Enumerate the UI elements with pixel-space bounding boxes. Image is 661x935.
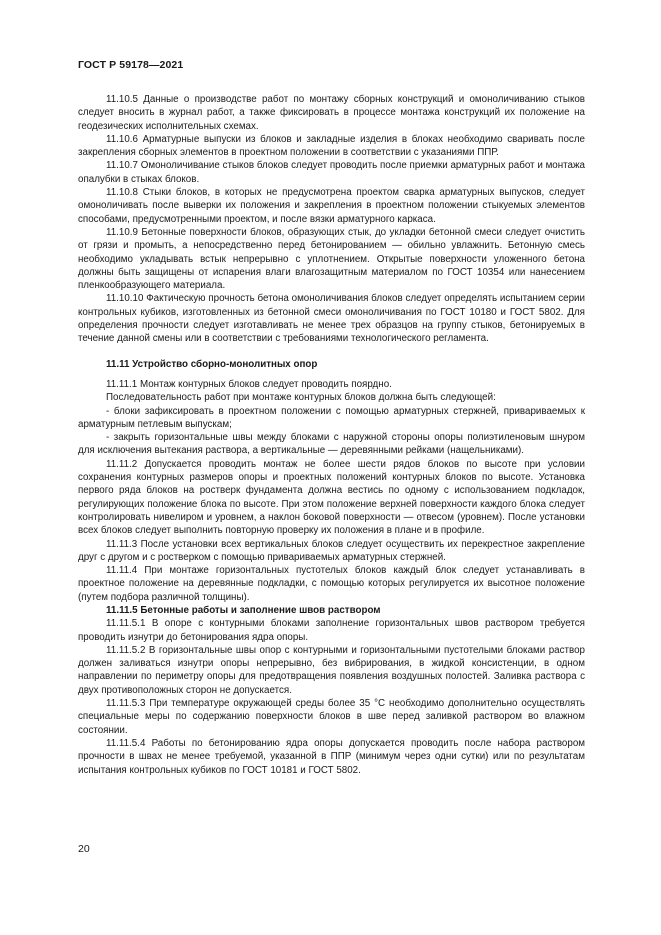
document-header: ГОСТ Р 59178—2021: [78, 59, 184, 71]
paragraph-11-10-9: 11.10.9 Бетонные поверхности блоков, образующих стык, до укладки бетонной смеси следует очистить от грязи и промыть, а непосредственно перед бетонированием — обильно увлажнить. Бетонную смесь необходимо укладывать встык непрерывно с уплотнением. Открытые поверхности уложенного бетона должны быть защищены от испарения влаги влагозащитным материалом по ГОСТ 10354 или нанесением пленкообразующего материала.: [78, 226, 585, 292]
list-item-bullet-1: - блоки зафиксировать в проектном положении с помощью арматурных стержней, привариваемых к арматурным петлевым выпускам;: [78, 405, 585, 430]
paragraph-11-11-5-2: 11.11.5.2 В горизонтальные швы опор с контурными и горизонтальными пустотелыми блоками раствор должен заливаться изнутри опоры непрерывно, без вибрирования, в жидкой консистенции, в одном направлении по периметру опоры для предотвращения появления воздушных полостей. Заливка раствора с двух противоположных сторон не допускается.: [78, 644, 585, 696]
paragraph-11-11-1-sequence: Последовательность работ при монтаже контурных блоков должна быть следующей:: [106, 392, 496, 404]
paragraph-11-11-3: 11.11.3 После установки всех вертикальных блоков следует осуществить их перекрестное закрепление друг с другом и с ростверком с помощью привариваемых арматурных стержней.: [78, 538, 585, 563]
document-body: [78, 93, 585, 777]
paragraph-11-10-8: 11.10.8 Стыки блоков, в которых не предусмотрена проектом сварка арматурных выпусков, следует омоноличивать после выверки их положения и закрепления в проектном положении стыкуемых элементов способами, предусмотренными проектом, и после вязки арматурного каркаса.: [78, 187, 585, 225]
paragraph-11-11-2: 11.11.2 Допускается проводить монтаж не более шести рядов блоков по высоте при условии сохранения контурных размеров опоры и проектных положений контурных блоков по высоте. Установка первого ряда блоков на ростверк фундамента должна вестись по одному с использованием подкладок, регулирующих положение блока по высоте. При этом положение верхней поверхности каждого блока следует контролировать нивелиром и уровнем, а наклон боковой поверхности — отвесом (уровнем). После установки всех блоков следует выполнить повторную проверку их положения в плане и в профиле.: [78, 458, 585, 537]
list-item-bullet-2: - закрыть горизонтальные швы между блоками с наружной стороны опоры полиэтиленовым шнуром для исключения вытекания раствора, а вертикальные — деревянными рейками (нащельниками).: [78, 432, 585, 457]
paragraph-11-10-5: 11.10.5 Данные о производстве работ по монтажу сборных конструкций и омоноличиванию стыков следует вносить в журнал работ, а также фиксировать в процессе монтажа конструкций их положение на геодезических исполнительных схемах.: [78, 94, 585, 132]
paragraph-11-10-6: 11.10.6 Арматурные выпуски из блоков и закладные изделия в блоках необходимо сваривать после закрепления сборных элементов в проектном положении в соответствии с указаниями ППР.: [78, 133, 585, 159]
paragraph-11-11-1: 11.11.1 Монтаж контурных блоков следует проводить поярдно.: [106, 378, 392, 390]
paragraph-11-11-5-1: 11.11.5.1 В опоре с контурными блоками заполнение горизонтальных швов раствором требуется проводить изнутри до бетонирования ядра опоры.: [78, 618, 585, 643]
section-title-11-11: 11.11 Устройство сборно-монолитных опор: [106, 358, 318, 370]
paragraph-11-10-10: 11.10.10 Фактическую прочность бетона омоноличивания блоков следует определять испытанием серии контрольных кубиков, изготовленных из бетонной смеси омоноличивания по ГОСТ 10180 и ГОСТ 5802. Для определения прочности следует изготавливать не менее трех образцов на группу стыков, бетонируемых в течение данной смены или в соответствии с требованиями технологического регламента.: [78, 293, 585, 345]
paragraph-11-10-7: 11.10.7 Омоноличивание стыков блоков следует проводить после приемки арматурных работ и монтажа опалубки в стыках блоков.: [78, 160, 585, 185]
page-number: 20: [78, 843, 90, 855]
paragraph-11-11-4: 11.11.4 При монтаже горизонтальных пустотелых блоков каждый блок следует устанавливать в проектное положение на деревянные подкладки, с помощью которых регулируется их высотное положение (путем подбора различной толщины).: [78, 565, 585, 603]
paragraph-11-11-5-3: 11.11.5.3 При температуре окружающей среды более 35 °С необходимо дополнительно осуществлять специальные меры по содержанию поверхности блоков в шве перед заливкой раствором во влажном состоянии.: [78, 698, 585, 736]
subsection-title-11-11-5: 11.11.5 Бетонные работы и заполнение швов раствором: [106, 604, 381, 616]
paragraph-11-11-5-4: 11.11.5.4 Работы по бетонированию ядра опоры допускается проводить после набора раствором прочности в швах не менее требуемой, указанной в ППР (минимум через одни сутки) или по результатам испытания контрольных кубиков по ГОСТ 10181 и ГОСТ 5802.: [78, 737, 585, 776]
